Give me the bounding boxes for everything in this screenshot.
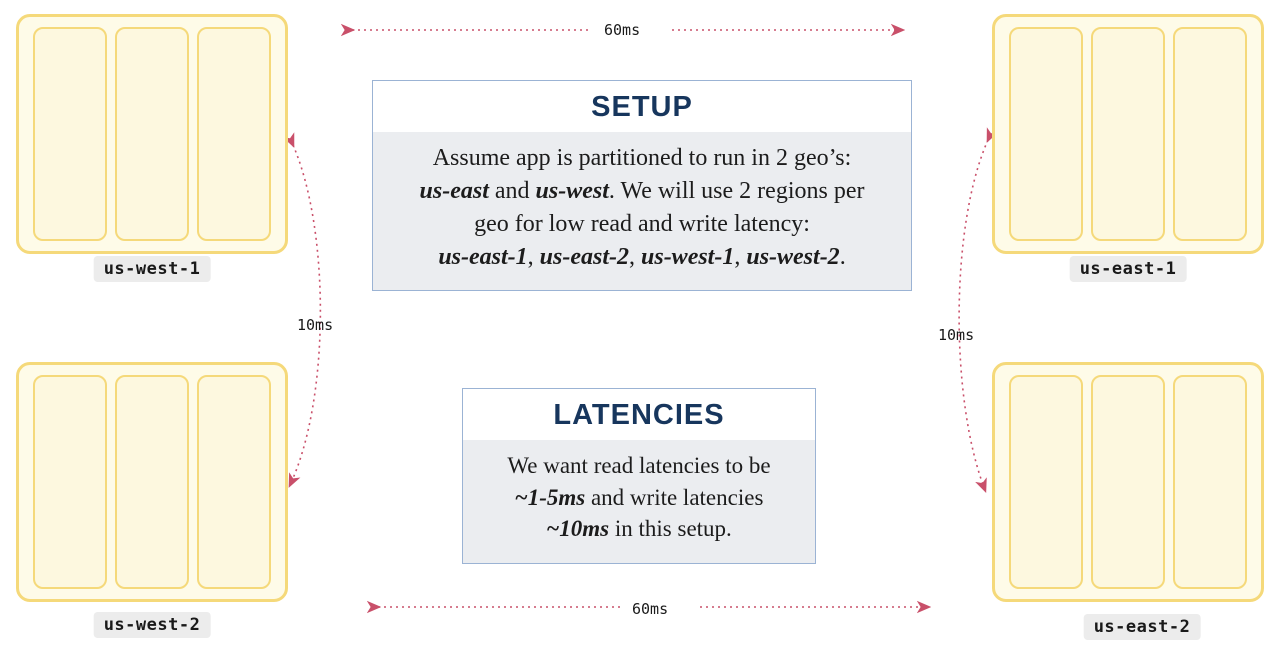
arrow-left-10ms bbox=[290, 145, 320, 485]
region-label-us-west-2: us-west-2 bbox=[94, 612, 211, 638]
region-node bbox=[115, 375, 189, 589]
setup-line-1: Assume app is partitioned to run in 2 geo’s: bbox=[432, 145, 852, 171]
setup-conj: and bbox=[488, 178, 536, 205]
region-label-us-east-2: us-east-2 bbox=[1084, 614, 1201, 640]
latencies-callout bbox=[462, 388, 816, 564]
latency-label-top: 60ms bbox=[604, 21, 641, 39]
write-latency-value: ~10ms bbox=[546, 516, 610, 542]
setup-callout bbox=[372, 80, 912, 291]
setup-line-2-tail: . We will use 2 regions per bbox=[608, 178, 865, 205]
latencies-title: LATENCIES bbox=[463, 389, 815, 440]
setup-period: . bbox=[839, 244, 846, 271]
region-node bbox=[115, 27, 189, 241]
latencies-line-1: We want read latencies to be bbox=[507, 453, 771, 478]
region-us-west-1[interactable] bbox=[16, 14, 288, 254]
region-node bbox=[33, 27, 107, 241]
latencies-line-2-tail: and write latencies bbox=[585, 484, 764, 510]
region-node bbox=[1009, 27, 1083, 241]
read-latency-value: ~1-5ms bbox=[514, 484, 586, 510]
setup-line-3: geo for low read and write latency: bbox=[474, 211, 810, 238]
region-node bbox=[1173, 27, 1247, 241]
region-node bbox=[1173, 375, 1247, 589]
latencies-body bbox=[463, 440, 815, 563]
region-us-east-2[interactable] bbox=[992, 362, 1264, 602]
arrow-right-10ms bbox=[959, 140, 988, 490]
latency-label-bottom: 60ms bbox=[632, 600, 669, 618]
latency-label-left: 10ms bbox=[297, 316, 334, 334]
region-us-west-2[interactable] bbox=[16, 362, 288, 602]
setup-region-2: us-east-2 bbox=[539, 244, 629, 271]
setup-geo-west: us-west bbox=[535, 178, 609, 205]
latency-label-right: 10ms bbox=[938, 326, 975, 344]
region-node bbox=[33, 375, 107, 589]
latencies-line-3-tail: in this setup. bbox=[609, 516, 732, 542]
region-node bbox=[1091, 27, 1165, 241]
setup-region-4: us-west-2 bbox=[746, 244, 840, 271]
region-node bbox=[1009, 375, 1083, 589]
region-node bbox=[197, 375, 271, 589]
region-node bbox=[1091, 375, 1165, 589]
setup-region-3: us-west-1 bbox=[641, 244, 735, 271]
region-label-us-east-1: us-east-1 bbox=[1070, 256, 1187, 282]
region-node bbox=[197, 27, 271, 241]
setup-body: Assume app is partitioned to run in 2 geo’s: us-east and us-west. We will use 2 regions per geo for low read and write latency: us-east-1, us-east-2, us-west-1, us-west-2. bbox=[373, 132, 911, 290]
region-us-east-1[interactable] bbox=[992, 14, 1264, 254]
setup-region-1: us-east-1 bbox=[438, 244, 528, 271]
region-label-us-west-1: us-west-1 bbox=[94, 256, 211, 282]
setup-geo-east: us-east bbox=[419, 178, 489, 205]
setup-title: SETUP bbox=[373, 81, 911, 132]
